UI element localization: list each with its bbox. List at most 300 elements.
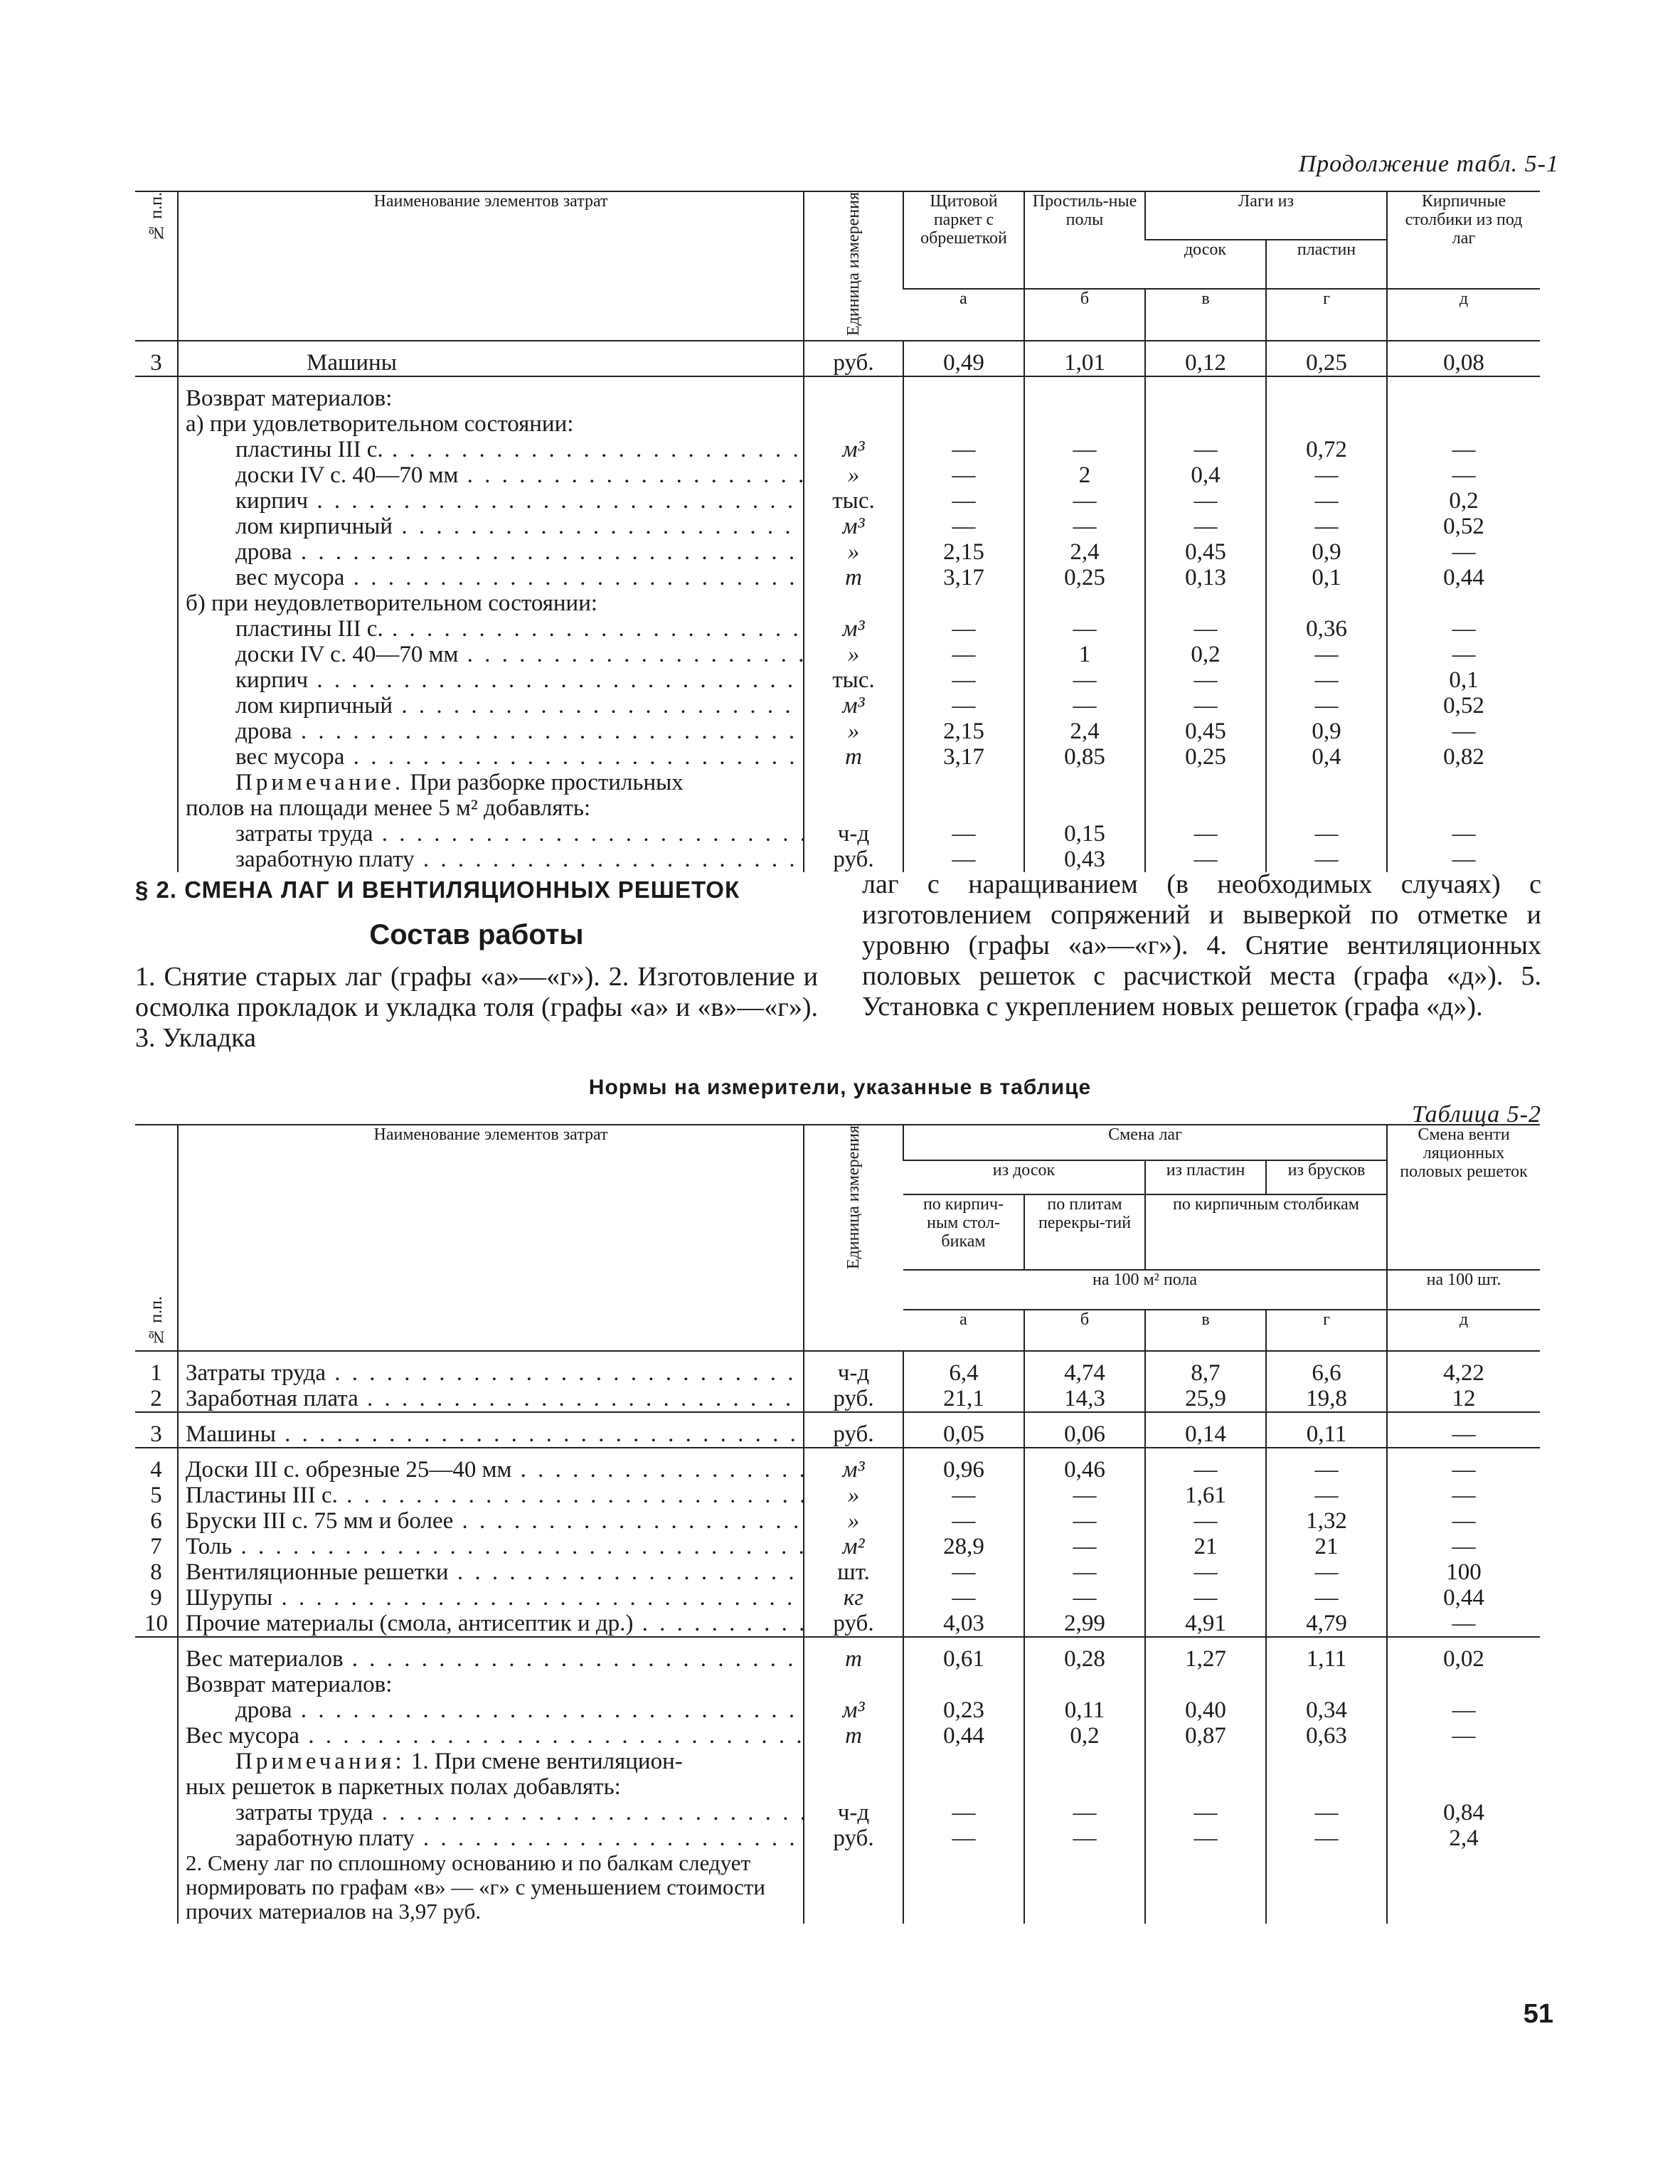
row-value: 4,79	[1266, 1611, 1387, 1637]
row-name: дрова . . .	[178, 539, 804, 565]
row-value: 8,7	[1145, 1360, 1266, 1386]
num-header: № п.п.	[135, 191, 178, 341]
row-unit: ч-д	[804, 1360, 903, 1386]
row-value	[1387, 1672, 1540, 1697]
row-number: 8	[150, 1559, 162, 1585]
name-header: Наименование элементов затрат	[178, 1125, 804, 1351]
row-number: 1	[150, 1360, 162, 1386]
row-value	[1145, 590, 1266, 616]
row-value: —	[1387, 1697, 1540, 1723]
table-row	[135, 693, 1540, 719]
row-number: 6	[150, 1508, 162, 1534]
row-value: —	[1145, 1800, 1266, 1825]
row-value: —	[1266, 693, 1387, 719]
row-value: —	[1266, 514, 1387, 539]
continuation-caption: Продолжение табл. 5-1	[1298, 151, 1559, 177]
row-name: затраты труда . . .	[178, 821, 804, 847]
row-value: 19,8	[1266, 1386, 1387, 1412]
row-value: 1,27	[1145, 1646, 1266, 1672]
row-value: —	[1387, 1723, 1540, 1749]
row-value: —	[903, 1508, 1024, 1534]
row-value: 21,1	[903, 1386, 1024, 1412]
row-value: 0,61	[903, 1646, 1024, 1672]
row-value: 0,52	[1387, 693, 1540, 719]
table-row	[135, 1483, 1540, 1508]
row-number	[135, 1723, 178, 1749]
row-value: 2,15	[903, 719, 1024, 744]
row-value: 0,96	[903, 1457, 1024, 1483]
row-name: Шурупы . . .	[178, 1585, 804, 1611]
row-value: 0,2	[1387, 488, 1540, 514]
row-value: 2,99	[1024, 1611, 1145, 1637]
row-value: 0,52	[1387, 514, 1540, 539]
row-value	[903, 386, 1024, 411]
row-value: 2,4	[1024, 539, 1145, 565]
right-column-text: лаг с наращиванием (в необходимых случаях) с изготовлением сопряжений и выверкой по отметке и уровню (графы «а»—«г»). 4. Снятие вентиляционных половых решеток с расчисткой места (графа «д»). 5. Установка с укреплением новых решеток (графа «д»).	[862, 869, 1541, 1022]
row-value: —	[1266, 821, 1387, 847]
row-value: —	[1387, 847, 1540, 872]
table-row	[135, 1559, 1540, 1585]
row-name: Пластины III с. . . .	[178, 1483, 804, 1508]
row-unit: »	[804, 462, 903, 488]
row-name: Затраты труда . . .	[178, 1360, 804, 1386]
row-unit: м³	[804, 1697, 903, 1723]
row-value: —	[1145, 514, 1266, 539]
row-value: —	[1387, 437, 1540, 462]
table-row	[135, 1585, 1540, 1611]
row-name: лом кирпичный . . .	[178, 693, 804, 719]
col-v-header: досок	[1145, 240, 1266, 288]
table-title: Нормы на измерители, указанные в таблице	[588, 1076, 1092, 1099]
row-number	[135, 1646, 178, 1672]
row-value: 1,11	[1266, 1646, 1387, 1672]
row-unit: м²	[804, 1534, 903, 1559]
row-value: 4,91	[1145, 1611, 1266, 1637]
row-unit: »	[804, 1483, 903, 1508]
row-value: —	[1024, 437, 1145, 462]
row-name: Вес материалов . . .	[178, 1646, 804, 1672]
col-b-header: Простиль-ные полы	[1024, 191, 1145, 289]
row-value: 4,22	[1387, 1360, 1540, 1386]
row-value: —	[1266, 847, 1387, 872]
note-2: 2. Смену лаг по сплошному основанию и по балкам следует нормировать по графам «в» — «г» с уменьшением стоимости прочих материалов на 3,97 руб.	[178, 1851, 804, 1924]
table-row: ных решеток в паркетных полах добавлять:	[135, 1774, 1540, 1800]
letter-a: а	[959, 1310, 967, 1329]
row-name: кирпич . . .	[178, 667, 804, 693]
letter-b: б	[1024, 289, 1145, 341]
row-number: 5	[150, 1483, 162, 1508]
row-name: дрова . . .	[178, 719, 804, 744]
table-row	[135, 642, 1540, 667]
table-row: полов на площади менее 5 м² добавлять:	[135, 795, 1540, 821]
row-value: —	[1266, 1585, 1387, 1611]
row-value: —	[1024, 514, 1145, 539]
row-name: Прочие материалы (смола, антисептик и др.) . . .	[178, 1611, 804, 1637]
row-value: 0,13	[1145, 565, 1266, 590]
table-row	[135, 1611, 1540, 1637]
row-value: —	[1387, 1508, 1540, 1534]
row-value: 1	[1024, 642, 1145, 667]
row-value: 0,44	[1387, 565, 1540, 590]
table-row	[135, 386, 1540, 411]
row-unit: м³	[804, 514, 903, 539]
row-value	[1387, 386, 1540, 411]
row-value: 0,46	[1024, 1457, 1145, 1483]
row-name: Бруски III с. 75 мм и более . . .	[178, 1508, 804, 1534]
row-value: 0,72	[1266, 437, 1387, 462]
iz-plastin-header: из пластин	[1145, 1160, 1266, 1194]
table-row	[135, 539, 1540, 565]
row-value: —	[903, 488, 1024, 514]
section-heading: § 2. СМЕНА ЛАГ И ВЕНТИЛЯЦИОННЫХ РЕШЕТОК	[135, 876, 740, 903]
row-value: 0,43	[1024, 847, 1145, 872]
row-value: —	[1145, 847, 1266, 872]
row-value: —	[1266, 667, 1387, 693]
row-number	[135, 693, 178, 719]
row-unit: »	[804, 539, 903, 565]
row-value: —	[1145, 437, 1266, 462]
col-b-header: по плитам перекры-тий	[1024, 1194, 1145, 1270]
na100m2-header: на 100 м² пола	[903, 1270, 1387, 1310]
row-value	[1024, 590, 1145, 616]
row-value: 3,17	[903, 744, 1024, 770]
row-number	[135, 1697, 178, 1723]
table-row	[135, 1360, 1540, 1386]
row-number: 10	[144, 1611, 168, 1636]
row-value: 0,25	[1024, 565, 1145, 590]
row-number	[135, 565, 178, 590]
row-value: 0,45	[1145, 539, 1266, 565]
row-value: 0,85	[1024, 744, 1145, 770]
row-number	[135, 616, 178, 642]
row-value: 1,61	[1145, 1483, 1266, 1508]
row-number	[135, 386, 178, 411]
row-value: 12	[1387, 1386, 1540, 1412]
row-number	[135, 667, 178, 693]
row-value: —	[1387, 462, 1540, 488]
row-unit: »	[804, 719, 903, 744]
row-value	[1145, 386, 1266, 411]
row-number	[135, 437, 178, 462]
row-number	[135, 744, 178, 770]
row-unit	[804, 386, 903, 411]
row-value: —	[1024, 1508, 1145, 1534]
table-row	[135, 1534, 1540, 1559]
row-number	[135, 1800, 178, 1825]
row-value: —	[1145, 1585, 1266, 1611]
row-unit	[804, 590, 903, 616]
row-value: 0,15	[1024, 821, 1145, 847]
letter-a: а	[903, 289, 1024, 341]
row-value: —	[1145, 1508, 1266, 1534]
row-value: —	[903, 642, 1024, 667]
table-row	[135, 488, 1540, 514]
row-value	[1145, 411, 1266, 437]
row-value: 4,03	[903, 1611, 1024, 1637]
col-d-header: Смена венти ляционных половых решеток	[1387, 1125, 1540, 1270]
table-row	[135, 1646, 1540, 1672]
row-unit: т	[804, 744, 903, 770]
row-unit	[804, 1672, 903, 1697]
row-value	[1387, 590, 1540, 616]
row-value: 25,9	[1145, 1386, 1266, 1412]
row-name: дрова . . .	[178, 1697, 804, 1723]
row-value: —	[1387, 1534, 1540, 1559]
row-unit: м³	[804, 616, 903, 642]
row-value: 2,15	[903, 539, 1024, 565]
row-value	[1024, 386, 1145, 411]
row-number: 2	[150, 1386, 162, 1411]
col-d-header: Кирпичные столбики из под лаг	[1387, 191, 1540, 289]
row-number	[135, 514, 178, 539]
row-value: 0,9	[1266, 539, 1387, 565]
row-value: 0,2	[1024, 1723, 1145, 1749]
row-value: —	[1387, 539, 1540, 565]
table-row	[135, 590, 1540, 616]
table-row	[135, 462, 1540, 488]
row-unit: т	[804, 565, 903, 590]
letter-b: б	[1024, 1310, 1145, 1351]
row-value: —	[1145, 1457, 1266, 1483]
row-value	[1266, 1672, 1387, 1697]
row-number	[135, 1672, 178, 1697]
table-row	[135, 1851, 1540, 1924]
row-value: 4,74	[1024, 1360, 1145, 1386]
row-value: —	[1266, 488, 1387, 514]
row-value	[1145, 1672, 1266, 1697]
row-value: 0,1	[1387, 667, 1540, 693]
row-value: —	[1024, 667, 1145, 693]
row-name: Заработная плата . . .	[178, 1386, 804, 1412]
letter-d: д	[1387, 1310, 1540, 1351]
row-value: 0,25	[1145, 744, 1266, 770]
row-unit: руб.	[804, 1611, 903, 1637]
row-value: —	[1266, 1559, 1387, 1585]
table-row	[135, 847, 1540, 872]
row-name: кирпич . . .	[178, 488, 804, 514]
smena-lag-header: Смена лаг	[903, 1125, 1387, 1160]
row-value: —	[903, 847, 1024, 872]
row-name: Возврат материалов:	[178, 386, 804, 411]
row-value: —	[903, 667, 1024, 693]
row-value: 0,02	[1387, 1646, 1540, 1672]
row-value: —	[1145, 1559, 1266, 1585]
row-value: 0,82	[1387, 744, 1540, 770]
na100sht-header: на 100 шт.	[1387, 1270, 1540, 1310]
row-name: вес мусора . . .	[178, 565, 804, 590]
row-value: 0,40	[1145, 1697, 1266, 1723]
row-value: 0,9	[1266, 719, 1387, 744]
row-value: —	[903, 1483, 1024, 1508]
num-header: № п.п.	[135, 1125, 178, 1351]
iz-bruskov-header: из брусков	[1266, 1160, 1387, 1194]
row-value: —	[1024, 488, 1145, 514]
row-name: лом кирпичный . . .	[178, 514, 804, 539]
row-name: доски IV с. 40—70 мм . . .	[178, 642, 804, 667]
row-value: —	[1024, 1483, 1145, 1508]
row-value	[1266, 411, 1387, 437]
row-value: —	[903, 1559, 1024, 1585]
row-value: —	[1145, 667, 1266, 693]
row-number	[135, 539, 178, 565]
row-value	[1266, 386, 1387, 411]
table-label: Таблица 5-2	[1412, 1101, 1541, 1128]
row-name: вес мусора . . .	[178, 744, 804, 770]
row-value: —	[903, 821, 1024, 847]
row-unit: м³	[804, 693, 903, 719]
row-value: 0,84	[1387, 1800, 1540, 1825]
table-row	[135, 744, 1540, 770]
row-value: —	[1145, 693, 1266, 719]
row-value: —	[1145, 488, 1266, 514]
row-value: 0,4	[1266, 744, 1387, 770]
row-value: —	[1387, 616, 1540, 642]
table-row: Примечания: 1. При смене вентиляцион-	[135, 1749, 1540, 1774]
row-value: —	[1266, 1825, 1387, 1851]
row-number	[135, 642, 178, 667]
row-value: —	[1266, 1457, 1387, 1483]
iz-dosok-header: из досок	[903, 1160, 1145, 1194]
row-value	[1024, 1672, 1145, 1697]
row-unit: »	[804, 642, 903, 667]
row-unit: ч-д	[804, 1800, 903, 1825]
row-value: 21	[1145, 1534, 1266, 1559]
col-vg-header: по кирпичным столбикам	[1145, 1194, 1387, 1270]
row-name: Вес мусора . . .	[178, 1723, 804, 1749]
table-row	[135, 1386, 1540, 1412]
row-unit: кг	[804, 1585, 903, 1611]
row-value: —	[903, 693, 1024, 719]
row-value: 14,3	[1024, 1386, 1145, 1412]
row-value: 2	[1024, 462, 1145, 488]
row-unit: м³	[804, 437, 903, 462]
row-value: —	[903, 514, 1024, 539]
row-value: 3,17	[903, 565, 1024, 590]
row-unit: ч-д	[804, 821, 903, 847]
row-value: —	[1387, 1457, 1540, 1483]
row-unit: руб.	[804, 1386, 903, 1412]
row-unit: руб.	[804, 1825, 903, 1851]
row-value: —	[903, 437, 1024, 462]
table-row	[135, 411, 1540, 437]
table-row: 3 Машины . . . руб. 0,05 0,06 0,14 0,11 —	[135, 1421, 1540, 1448]
row-name: заработную плату . . .	[178, 847, 804, 872]
row-value: 0,36	[1266, 616, 1387, 642]
row-value: —	[1387, 821, 1540, 847]
row-value: 0,45	[1145, 719, 1266, 744]
row-value	[903, 590, 1024, 616]
row-name: б) при неудовлетворительном состоянии:	[178, 590, 804, 616]
table-row	[135, 1508, 1540, 1534]
lagi-header: Лаги из	[1145, 191, 1387, 240]
row-value: 2,4	[1024, 719, 1145, 744]
row-value: —	[1266, 642, 1387, 667]
table-row	[135, 514, 1540, 539]
row-value	[903, 1672, 1024, 1697]
row-value: —	[1024, 1585, 1145, 1611]
row-unit: шт.	[804, 1559, 903, 1585]
row-name: Возврат материалов:	[178, 1672, 804, 1697]
row-value: —	[1145, 821, 1266, 847]
row-name: а) при удовлетворительном состоянии:	[178, 411, 804, 437]
row-number	[135, 821, 178, 847]
row-number	[135, 590, 178, 616]
row-number	[135, 411, 178, 437]
col-a-header: Щитовой паркет с обрешеткой	[903, 191, 1024, 289]
row-value: 0,63	[1266, 1723, 1387, 1749]
row-value: —	[1387, 642, 1540, 667]
letter-v: в	[1145, 289, 1266, 341]
row-value: 28,9	[903, 1534, 1024, 1559]
row-value: 0,44	[903, 1723, 1024, 1749]
row-number: 9	[150, 1585, 162, 1611]
row-value: 0,2	[1145, 642, 1266, 667]
row-name: затраты труда . . .	[178, 1800, 804, 1825]
row-value: —	[1387, 719, 1540, 744]
row-value: 0,4	[1145, 462, 1266, 488]
table-row	[135, 1825, 1540, 1851]
row-value: —	[1024, 1825, 1145, 1851]
row-value: —	[1024, 1800, 1145, 1825]
row-value: —	[1145, 1825, 1266, 1851]
row-number	[135, 488, 178, 514]
row-value: —	[1266, 1483, 1387, 1508]
row-name: заработную плату . . .	[178, 1825, 804, 1851]
row-number	[135, 1825, 178, 1851]
row-unit: тыс.	[804, 488, 903, 514]
row-value: 0,44	[1387, 1585, 1540, 1611]
col-a-header: по кирпич-ным стол-бикам	[903, 1194, 1024, 1270]
row-value	[1266, 590, 1387, 616]
table-5-1	[135, 191, 1540, 872]
table-5-2	[135, 1124, 1540, 1924]
name-header: Наименование элементов затрат	[178, 191, 804, 341]
row-unit: »	[804, 1508, 903, 1534]
row-name: пластины III с. . . .	[178, 437, 804, 462]
row-name: Доски III с. обрезные 25—40 мм . . .	[178, 1457, 804, 1483]
row-value: —	[1266, 462, 1387, 488]
row-unit: тыс.	[804, 667, 903, 693]
section-subheading: Состав работы	[369, 919, 584, 950]
row-unit: т	[804, 1646, 903, 1672]
letter-g: г	[1266, 289, 1387, 341]
row-number: 7	[150, 1534, 162, 1559]
row-name: Вентиляционные решетки . . .	[178, 1559, 804, 1585]
row-number: 4	[150, 1457, 162, 1483]
row-unit: руб.	[804, 847, 903, 872]
letter-g: г	[1266, 1310, 1387, 1351]
row-value: —	[903, 616, 1024, 642]
table-row	[135, 616, 1540, 642]
table-row: 3 Машины руб. 0,49 1,01 0,12 0,25 0,08	[135, 350, 1540, 376]
row-name: доски IV с. 40—70 мм . . .	[178, 462, 804, 488]
row-value: 100	[1387, 1559, 1540, 1585]
row-name: пластины III с. . . .	[178, 616, 804, 642]
row-value	[1024, 411, 1145, 437]
row-value: 0,11	[1024, 1697, 1145, 1723]
row-value: —	[903, 462, 1024, 488]
table-row: Примечание. При разборке простильных	[135, 770, 1540, 795]
row-unit: м³	[804, 1457, 903, 1483]
unit-header: Единица измерения	[804, 1125, 903, 1351]
table-row	[135, 667, 1540, 693]
row-value: —	[1266, 1800, 1387, 1825]
row-value: —	[903, 1825, 1024, 1851]
row-value: 6,6	[1266, 1360, 1387, 1386]
row-value: 0,28	[1024, 1646, 1145, 1672]
row-value: 21	[1266, 1534, 1387, 1559]
row-value: —	[903, 1800, 1024, 1825]
